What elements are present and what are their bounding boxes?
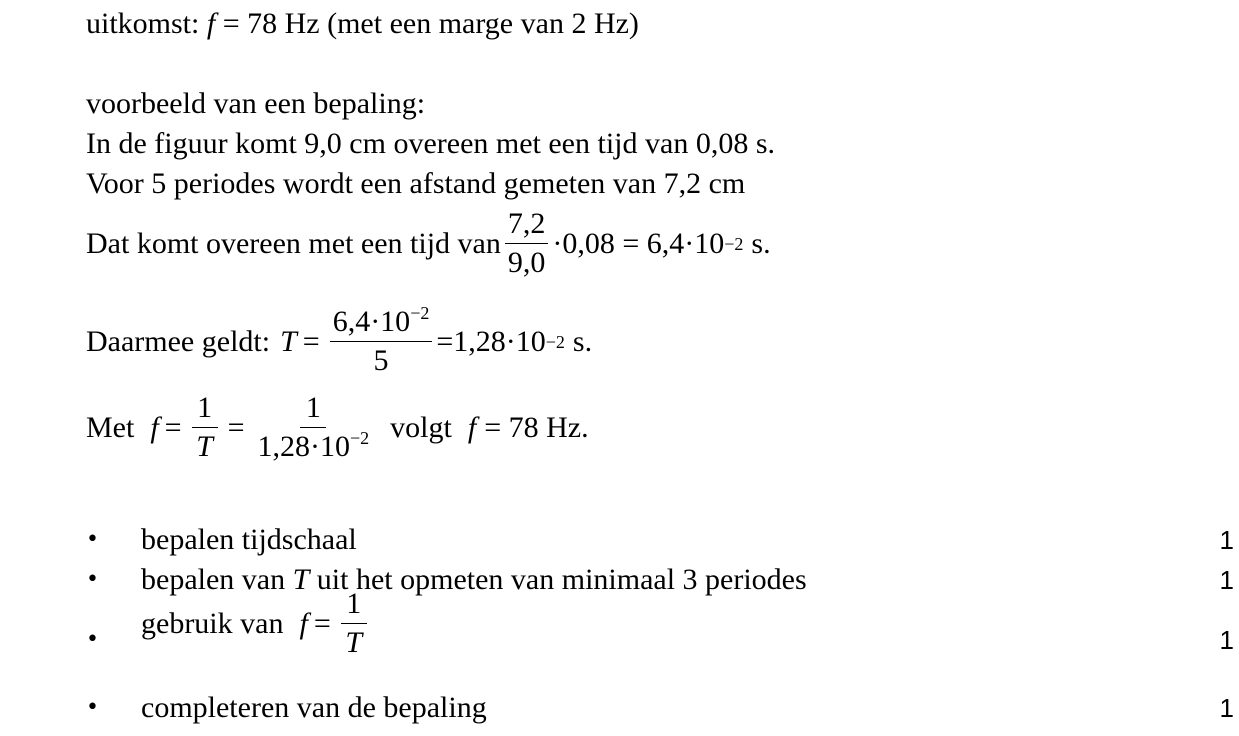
equals: = [313, 606, 331, 640]
example-line-4 [86, 304, 592, 379]
line5-f2-symbol: f [467, 410, 477, 444]
example-line-1: In de figuur komt 9,0 cm overeen met een tijd van 0,08 s. [86, 127, 775, 160]
line3-unit: s. [751, 226, 771, 260]
bullet-dot: • [86, 627, 99, 652]
example-heading: voorbeeld van een bepaling: [86, 87, 426, 120]
line3-product: ·0,08 = 6,4·10 [552, 226, 725, 260]
fraction-one-over-period [255, 390, 373, 465]
fraction-period [330, 304, 433, 379]
line4-text: Daarmee geldt: [86, 324, 271, 358]
time-calculation: Dat komt overeen met een tijd van $\frac{7,2}{9,0}$ ·0,08 = 6,4·10 −2 s. [86, 207, 771, 279]
criterion-score: 1 [1219, 565, 1234, 595]
example-line-5 [86, 390, 589, 465]
line3-text: Dat komt overeen met een tijd van [86, 226, 501, 260]
bullet-dot: • [86, 527, 99, 552]
fraction-denominator: T [196, 430, 213, 463]
criterion-formula: gebruik van f = $\frac{1}{T}$ [141, 586, 371, 661]
bullet-dot: • [86, 695, 99, 720]
fraction-numerator: 1 [341, 586, 367, 624]
line5-equals: = [164, 410, 182, 444]
fraction-numerator: 1 [192, 390, 218, 428]
criterion-text: bepalen tijdschaal [141, 523, 357, 556]
example-line-3 [86, 206, 771, 281]
line4-result: =1,28·10 [436, 324, 546, 358]
line4-equals: = [302, 324, 320, 358]
fraction-denominator: T [345, 626, 363, 659]
line4-T-symbol: T [280, 324, 297, 358]
criterion-score: 1 [1219, 625, 1234, 655]
bullet-dot: • [86, 567, 99, 592]
line4-unit: s. [572, 324, 593, 358]
fraction-denominator: 9,0 [507, 246, 546, 279]
line5-result: = 78 Hz. [484, 410, 589, 444]
frequency-calculation [86, 390, 589, 465]
criterion-text: bepalen van T uit het opmeten van minimaal 3 periodes [141, 563, 807, 596]
fraction-one-over-T [341, 586, 367, 661]
result-value: = 78 Hz (met een marge van 2 Hz) [222, 7, 639, 40]
criterion-score: 1 [1219, 693, 1234, 723]
fraction-7-2-over-9-0 [505, 206, 549, 281]
fraction-numerator: 1 [300, 390, 326, 428]
criterion-text: completeren van de bepaling [141, 691, 487, 724]
fraction-numerator: $6,4\cdot 10^{-2}$ [330, 304, 433, 342]
result-prefix: uitkomst: [86, 7, 200, 40]
line5-f-symbol: f [150, 410, 159, 444]
criterion-score: 1 [1219, 525, 1234, 555]
fraction-numerator: 7,2 [505, 206, 549, 244]
T-symbol: T [292, 563, 310, 596]
fraction-denominator: 5 [373, 344, 389, 377]
fraction-denominator: $1,28\cdot 10^{-2}$ [257, 428, 370, 463]
line5-equals-2: = [227, 410, 245, 444]
line5-volgt: volgt [390, 410, 452, 444]
fraction-one-over-T [192, 390, 218, 465]
criterion-text [141, 586, 371, 661]
line5-met: Met [86, 410, 135, 444]
period-calculation: Daarmee geldt: T = $\frac{6,4\cdot 10^{-2}}{5}$ =1,28·10 −2 s. [86, 303, 593, 377]
f-symbol: f [299, 606, 308, 640]
example-line-2: Voor 5 periodes wordt een afstand gemeten van 7,2 cm [86, 167, 746, 200]
result-line [86, 6, 639, 42]
result-f-symbol: f [206, 7, 216, 40]
